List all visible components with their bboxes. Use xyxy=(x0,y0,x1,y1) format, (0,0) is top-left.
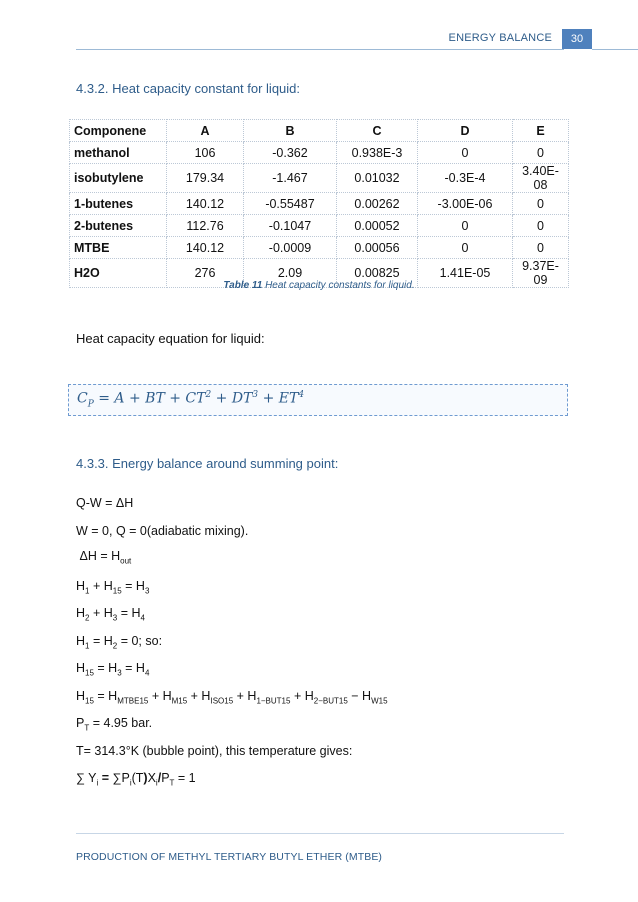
table-cell: H2O xyxy=(70,259,167,288)
table-cell: 2.09 xyxy=(244,259,337,288)
table-cell: methanol xyxy=(70,142,167,164)
table-cell: 106 xyxy=(167,142,244,164)
table-header-row xyxy=(70,120,569,142)
table-row xyxy=(70,142,569,164)
table-cell: 2-butenes xyxy=(70,215,167,237)
table-cell: 0 xyxy=(418,142,513,164)
table-row xyxy=(70,164,569,193)
equation-intro: Heat capacity equation for liquid: xyxy=(76,331,265,346)
equation-line: $H_{15} = H_3 = H_4$ xyxy=(76,661,150,678)
table-cell: 140.12 xyxy=(167,237,244,259)
equation-line: $P_T = 4.95$ bar. xyxy=(76,716,153,733)
table-cell: 112.76 xyxy=(167,215,244,237)
table-cell: -1.467 xyxy=(244,164,337,193)
equation-line: T= 314.3°K (bubble point), this temperature gives: xyxy=(76,744,353,758)
table-cell: 179.34 xyxy=(167,164,244,193)
equation-line: $H_1 = H_2 = 0$; so: xyxy=(76,634,163,651)
page-number: 30 xyxy=(562,29,592,49)
table-cell: 3.40E-08 xyxy=(513,164,569,193)
section-heading-energy-balance: 4.3.3. Energy balance around summing point: xyxy=(76,456,339,471)
table-cell: 0 xyxy=(418,237,513,259)
table-row xyxy=(70,215,569,237)
footer-rule xyxy=(76,833,564,834)
table-caption xyxy=(0,280,638,291)
table-cell: 1-butenes xyxy=(70,193,167,215)
equation-line: $H_1 + H_{15} = H_3$ xyxy=(76,579,150,596)
table-cell: 140.12 xyxy=(167,193,244,215)
equation-line: Q-W = ΔH xyxy=(76,496,134,510)
column-header: B xyxy=(244,120,337,142)
header-title: ENERGY BALANCE xyxy=(448,32,552,44)
table-cell: MTBE xyxy=(70,237,167,259)
table-row xyxy=(70,193,569,215)
table-cell: -0.1047 xyxy=(244,215,337,237)
table-cell: 0.00825 xyxy=(337,259,418,288)
equation-line: $H_{15} = H_{MTBE15} + H_{M15} + H_{ISO15} + H_{1-BUT15} + H_{2-BUT15} - H_{W15}$ xyxy=(76,689,388,706)
table-cell: 276 xyxy=(167,259,244,288)
table-cell: 1.41E-05 xyxy=(418,259,513,288)
equation-line: $\Delta H = H_{out}$ xyxy=(76,549,132,566)
table-cell: 0.01032 xyxy=(337,164,418,193)
column-header: A xyxy=(167,120,244,142)
column-header: C xyxy=(337,120,418,142)
table-cell: 0 xyxy=(513,193,569,215)
table-cell: 0.00052 xyxy=(337,215,418,237)
table-cell: isobutylene xyxy=(70,164,167,193)
column-header: D xyxy=(418,120,513,142)
table-cell: -0.0009 xyxy=(244,237,337,259)
table-cell: 0 xyxy=(418,215,513,237)
header-rule xyxy=(76,49,564,50)
table-cell: 0 xyxy=(513,142,569,164)
caption-label: Table 11 xyxy=(223,280,263,291)
caption-text: Heat capacity constants for liquid. xyxy=(262,280,415,291)
section-heading-heat-capacity: 4.3.2. Heat capacity constant for liquid: xyxy=(76,81,301,96)
equation-line: ∑ $Y_i = \sum P_i(T)X_i/P_T = 1$ xyxy=(76,771,196,788)
table-cell: -3.00E-06 xyxy=(418,193,513,215)
footer-text: PRODUCTION OF METHYL TERTIARY BUTYL ETHER (MTBE) xyxy=(76,851,383,863)
equation-box xyxy=(68,384,568,416)
table-row xyxy=(70,237,569,259)
table-cell: -0.55487 xyxy=(244,193,337,215)
table-cell: 0 xyxy=(513,215,569,237)
table-cell: 0.00056 xyxy=(337,237,418,259)
table-cell: 0.938E-3 xyxy=(337,142,418,164)
heat-capacity-equation: $C_P = A$ + BT + $CT^2 + DT^3 + ET^4$ xyxy=(77,390,305,410)
table-cell: -0.3E-4 xyxy=(418,164,513,193)
equation-line: W = 0, Q = 0(adiabatic mixing). xyxy=(76,524,249,538)
table-cell: -0.362 xyxy=(244,142,337,164)
column-header: E xyxy=(513,120,569,142)
heat-capacity-table xyxy=(69,119,569,288)
table-cell: 0.00262 xyxy=(337,193,418,215)
equation-line: $H_2 + H_3 = H_4$ xyxy=(76,606,145,623)
column-header: Componene xyxy=(70,120,167,142)
page-number-rule xyxy=(592,49,638,50)
table-cell: 9.37E-09 xyxy=(513,259,569,288)
pressure-value: = 4.95 bar. xyxy=(92,716,153,730)
table-cell: 0 xyxy=(513,237,569,259)
